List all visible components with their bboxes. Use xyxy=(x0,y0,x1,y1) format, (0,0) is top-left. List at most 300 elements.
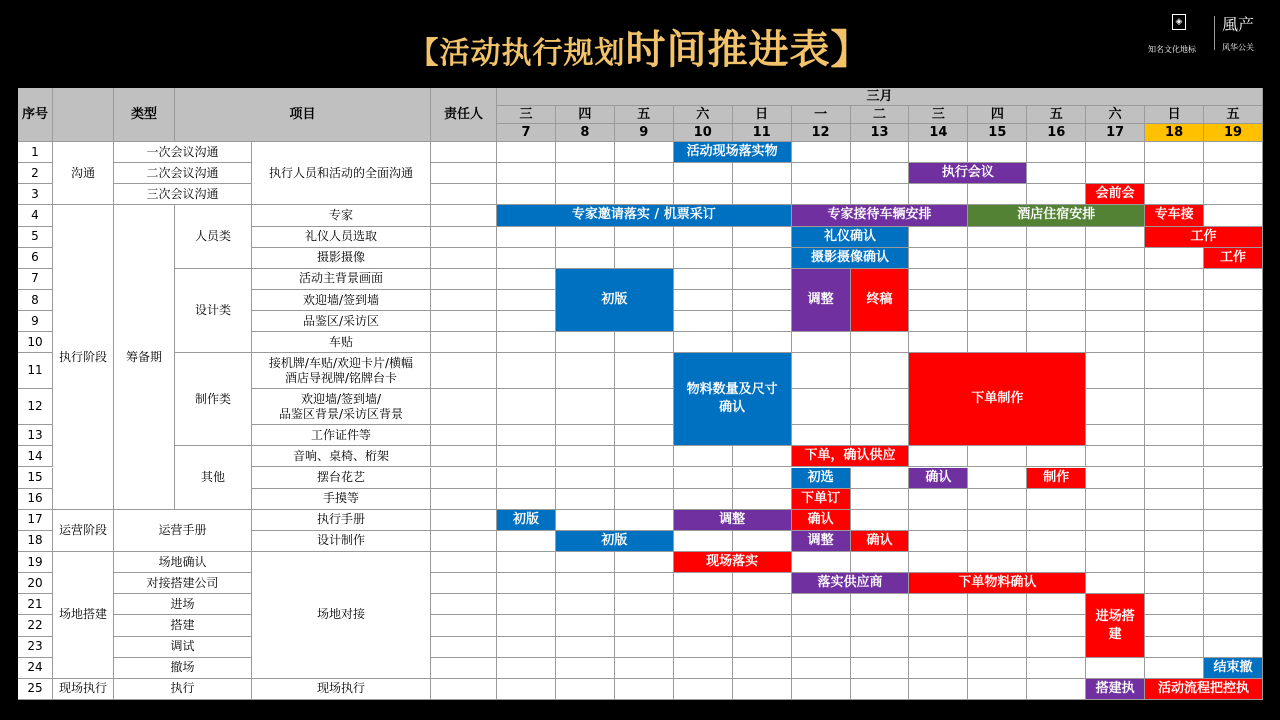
day-cell xyxy=(733,468,792,489)
day-cell xyxy=(674,290,733,311)
day-cell xyxy=(1086,332,1145,353)
owner-cell xyxy=(431,290,497,311)
row-number: 4 xyxy=(18,205,53,226)
page-title xyxy=(0,27,1280,74)
type-cell: 三次会议沟通 xyxy=(114,184,252,205)
header-type: 类型 xyxy=(114,88,175,142)
day-cell xyxy=(1027,227,1086,248)
task-bar: 终稿 xyxy=(851,269,910,332)
day-cell xyxy=(792,552,851,573)
owner-cell xyxy=(431,594,497,615)
day-cell xyxy=(1086,446,1145,467)
row-number: 17 xyxy=(18,510,53,531)
day-cell xyxy=(792,637,851,658)
day-cell xyxy=(1145,269,1204,290)
day-cell xyxy=(733,531,792,552)
task-bar: 初版 xyxy=(497,510,556,531)
item-cell: 摆台花艺 xyxy=(252,468,431,489)
day-cell xyxy=(497,142,556,163)
header-month: 三月 xyxy=(497,88,1263,106)
day-cell xyxy=(556,658,615,679)
day-cell xyxy=(674,163,733,184)
row-number: 21 xyxy=(18,594,53,615)
day-cell xyxy=(1204,142,1263,163)
day-cell xyxy=(1204,615,1263,636)
day-cell xyxy=(851,637,910,658)
day-cell xyxy=(1145,468,1204,489)
header-date: 13 xyxy=(851,124,910,142)
day-cell xyxy=(968,290,1027,311)
day-cell xyxy=(615,658,674,679)
day-cell xyxy=(556,468,615,489)
task-bar: 搭建执 xyxy=(1086,679,1145,700)
day-cell xyxy=(556,163,615,184)
day-cell xyxy=(733,248,792,269)
day-cell xyxy=(968,311,1027,332)
day-cell xyxy=(1027,163,1086,184)
row-number: 5 xyxy=(18,227,53,248)
day-cell xyxy=(1204,637,1263,658)
owner-cell xyxy=(431,679,497,700)
day-cell xyxy=(615,489,674,510)
type-cell: 运营手册 xyxy=(114,510,252,552)
header-weekday: 日 xyxy=(733,106,792,124)
item-cell: 车贴 xyxy=(252,332,431,353)
day-cell xyxy=(909,594,968,615)
day-cell xyxy=(1086,142,1145,163)
subtype-cell: 其他 xyxy=(175,446,252,509)
schedule-table xyxy=(18,88,1263,700)
row-number: 9 xyxy=(18,311,53,332)
day-cell xyxy=(1086,573,1145,594)
day-cell xyxy=(1204,389,1263,425)
day-cell xyxy=(909,615,968,636)
day-cell xyxy=(1086,552,1145,573)
row-number: 6 xyxy=(18,248,53,269)
day-cell xyxy=(615,446,674,467)
day-cell xyxy=(1145,510,1204,531)
day-cell xyxy=(1145,142,1204,163)
logo-emblem-icon: ◈ xyxy=(1172,14,1186,30)
type-cell: 二次会议沟通 xyxy=(114,163,252,184)
day-cell xyxy=(909,311,968,332)
day-cell xyxy=(1086,269,1145,290)
day-cell xyxy=(851,594,910,615)
day-cell xyxy=(556,248,615,269)
day-cell xyxy=(792,658,851,679)
task-bar: 执行会议 xyxy=(909,163,1027,184)
row-number: 10 xyxy=(18,332,53,353)
header-weekday: 三 xyxy=(909,106,968,124)
day-cell xyxy=(1086,425,1145,446)
owner-cell xyxy=(431,615,497,636)
day-cell xyxy=(497,658,556,679)
day-cell xyxy=(1145,658,1204,679)
day-cell xyxy=(851,425,910,446)
day-cell xyxy=(1086,658,1145,679)
owner-cell xyxy=(431,163,497,184)
day-cell xyxy=(497,552,556,573)
day-cell xyxy=(792,184,851,205)
day-cell xyxy=(1204,184,1263,205)
task-bar: 下单，确认供应 xyxy=(792,446,910,467)
day-cell xyxy=(1027,679,1086,700)
row-number: 22 xyxy=(18,615,53,636)
logo-mark: 風产 xyxy=(1222,15,1255,34)
day-cell xyxy=(497,353,556,389)
day-cell xyxy=(1204,510,1263,531)
owner-cell xyxy=(431,552,497,573)
day-cell xyxy=(556,425,615,446)
task-bar: 制作 xyxy=(1027,468,1086,489)
day-cell xyxy=(1204,353,1263,389)
owner-cell xyxy=(431,205,497,226)
day-cell xyxy=(1086,531,1145,552)
title-main: 时间推进表】 xyxy=(625,27,872,73)
day-cell xyxy=(615,552,674,573)
day-cell xyxy=(1145,353,1204,389)
phase-cell: 场地搭建 xyxy=(53,552,114,679)
task-bar: 专家邀请落实 / 机票采订 xyxy=(497,205,792,226)
task-bar: 酒店住宿安排 xyxy=(968,205,1145,226)
day-cell xyxy=(851,658,910,679)
day-cell xyxy=(733,269,792,290)
item-cell: 欢迎墙/签到墙/ 品鉴区背景/采访区背景 xyxy=(252,389,431,425)
header-date: 16 xyxy=(1027,124,1086,142)
owner-cell xyxy=(431,332,497,353)
day-cell xyxy=(733,658,792,679)
day-cell xyxy=(1145,615,1204,636)
header-weekday: 六 xyxy=(674,106,733,124)
row-number: 8 xyxy=(18,290,53,311)
day-cell xyxy=(909,637,968,658)
day-cell xyxy=(615,510,674,531)
day-cell xyxy=(733,615,792,636)
day-cell xyxy=(1204,594,1263,615)
day-cell xyxy=(851,184,910,205)
day-cell xyxy=(556,637,615,658)
day-cell xyxy=(1027,637,1086,658)
day-cell xyxy=(615,163,674,184)
day-cell xyxy=(968,489,1027,510)
header-date: 10 xyxy=(674,124,733,142)
day-cell xyxy=(674,531,733,552)
day-cell xyxy=(909,332,968,353)
day-cell xyxy=(1027,446,1086,467)
day-cell xyxy=(1145,290,1204,311)
owner-cell xyxy=(431,248,497,269)
header-seq: 序号 xyxy=(18,88,53,142)
day-cell xyxy=(968,184,1027,205)
day-cell xyxy=(733,679,792,700)
task-bar: 初版 xyxy=(556,531,674,552)
header-date: 15 xyxy=(968,124,1027,142)
day-cell xyxy=(674,594,733,615)
day-cell xyxy=(497,290,556,311)
day-cell xyxy=(556,446,615,467)
task-bar: 确认 xyxy=(851,531,910,552)
day-cell xyxy=(1027,615,1086,636)
day-cell xyxy=(1204,290,1263,311)
day-cell xyxy=(1204,552,1263,573)
task-bar: 活动流程把控执 xyxy=(1145,679,1263,700)
day-cell xyxy=(497,679,556,700)
day-cell xyxy=(556,353,615,389)
day-cell xyxy=(909,184,968,205)
day-cell xyxy=(556,489,615,510)
row-number: 25 xyxy=(18,679,53,700)
day-cell xyxy=(909,446,968,467)
owner-cell xyxy=(431,311,497,332)
header-date: 18 xyxy=(1145,124,1204,142)
task-bar: 专家接待车辆安排 xyxy=(792,205,969,226)
day-cell xyxy=(1145,446,1204,467)
day-cell xyxy=(1204,446,1263,467)
type-cell: 对接搭建公司 xyxy=(114,573,252,594)
day-cell xyxy=(909,510,968,531)
day-cell xyxy=(556,615,615,636)
day-cell xyxy=(1204,332,1263,353)
day-cell xyxy=(1027,248,1086,269)
row-number: 12 xyxy=(18,389,53,425)
day-cell xyxy=(1027,332,1086,353)
header-weekday: 四 xyxy=(556,106,615,124)
type-cell: 撤场 xyxy=(114,658,252,679)
day-cell xyxy=(615,332,674,353)
item-cell: 场地对接 xyxy=(252,552,431,679)
row-number: 15 xyxy=(18,468,53,489)
day-cell xyxy=(1204,425,1263,446)
day-cell xyxy=(674,227,733,248)
day-cell xyxy=(497,446,556,467)
day-cell xyxy=(1145,637,1204,658)
day-cell xyxy=(556,227,615,248)
subtype-cell: 人员类 xyxy=(175,205,252,268)
owner-cell xyxy=(431,510,497,531)
day-cell xyxy=(674,332,733,353)
item-cell: 音响、桌椅、桁架 xyxy=(252,446,431,467)
day-cell xyxy=(968,446,1027,467)
day-cell xyxy=(851,163,910,184)
row-number: 14 xyxy=(18,446,53,467)
day-cell xyxy=(792,353,851,389)
task-bar: 结束撤 xyxy=(1204,658,1263,679)
day-cell xyxy=(556,142,615,163)
header-owner: 责任人 xyxy=(431,88,497,142)
day-cell xyxy=(1145,531,1204,552)
brand-logo xyxy=(1148,14,1268,54)
day-cell xyxy=(615,594,674,615)
owner-cell xyxy=(431,184,497,205)
item-cell: 活动主背景画面 xyxy=(252,269,431,290)
item-cell: 接机牌/车贴/欢迎卡片/横幅 酒店导视牌/铭牌台卡 xyxy=(252,353,431,389)
day-cell xyxy=(733,290,792,311)
day-cell xyxy=(968,468,1027,489)
day-cell xyxy=(1204,163,1263,184)
header-weekday: 五 xyxy=(1027,106,1086,124)
day-cell xyxy=(733,637,792,658)
task-bar: 调整 xyxy=(674,510,792,531)
day-cell xyxy=(909,290,968,311)
day-cell xyxy=(497,615,556,636)
task-bar: 会前会 xyxy=(1086,184,1145,205)
item-cell: 执行人员和活动的全面沟通 xyxy=(252,142,431,205)
logo-divider xyxy=(1214,16,1215,50)
type-cell: 执行 xyxy=(114,679,252,700)
day-cell xyxy=(1086,468,1145,489)
day-cell xyxy=(497,311,556,332)
day-cell xyxy=(556,552,615,573)
day-cell xyxy=(909,531,968,552)
row-number: 2 xyxy=(18,163,53,184)
day-cell xyxy=(556,573,615,594)
row-number: 24 xyxy=(18,658,53,679)
task-bar: 现场落实 xyxy=(674,552,792,573)
day-cell xyxy=(1145,573,1204,594)
day-cell xyxy=(968,269,1027,290)
day-cell xyxy=(968,637,1027,658)
header-weekday: 日 xyxy=(1145,106,1204,124)
item-cell: 欢迎墙/签到墙 xyxy=(252,290,431,311)
day-cell xyxy=(1086,389,1145,425)
day-cell xyxy=(674,446,733,467)
owner-cell xyxy=(431,142,497,163)
day-cell xyxy=(1086,248,1145,269)
phase-cell: 执行阶段 xyxy=(53,205,114,509)
day-cell xyxy=(1027,184,1086,205)
item-cell: 设计制作 xyxy=(252,531,431,552)
task-bar: 工作 xyxy=(1145,227,1263,248)
day-cell xyxy=(851,142,910,163)
day-cell xyxy=(851,679,910,700)
day-cell xyxy=(792,594,851,615)
day-cell xyxy=(615,425,674,446)
day-cell xyxy=(792,163,851,184)
day-cell xyxy=(674,184,733,205)
day-cell xyxy=(968,332,1027,353)
task-bar: 初版 xyxy=(556,269,674,332)
day-cell xyxy=(1027,510,1086,531)
day-cell xyxy=(851,615,910,636)
row-number: 11 xyxy=(18,353,53,389)
day-cell xyxy=(733,594,792,615)
day-cell xyxy=(556,332,615,353)
day-cell xyxy=(1204,489,1263,510)
task-bar: 下单制作 xyxy=(909,353,1086,446)
day-cell xyxy=(1145,311,1204,332)
day-cell xyxy=(1027,594,1086,615)
type-cell: 调试 xyxy=(114,637,252,658)
day-cell xyxy=(1027,531,1086,552)
task-bar: 确认 xyxy=(909,468,968,489)
day-cell xyxy=(674,311,733,332)
type-cell: 进场 xyxy=(114,594,252,615)
header-date: 7 xyxy=(497,124,556,142)
day-cell xyxy=(851,552,910,573)
owner-cell xyxy=(431,227,497,248)
task-bar: 活动现场落实物 xyxy=(674,142,792,163)
day-cell xyxy=(851,510,910,531)
day-cell xyxy=(1145,163,1204,184)
day-cell xyxy=(674,489,733,510)
day-cell xyxy=(497,163,556,184)
day-cell xyxy=(1145,425,1204,446)
item-cell: 摄影摄像 xyxy=(252,248,431,269)
item-cell: 工作证件等 xyxy=(252,425,431,446)
row-number: 3 xyxy=(18,184,53,205)
row-number: 20 xyxy=(18,573,53,594)
task-bar: 摄影摄像确认 xyxy=(792,248,910,269)
type-cell: 一次会议沟通 xyxy=(114,142,252,163)
item-cell: 品鉴区/采访区 xyxy=(252,311,431,332)
day-cell xyxy=(968,679,1027,700)
day-cell xyxy=(1027,552,1086,573)
day-cell xyxy=(733,446,792,467)
day-cell xyxy=(909,679,968,700)
header-weekday: 五 xyxy=(615,106,674,124)
day-cell xyxy=(1027,658,1086,679)
task-bar: 专车接 xyxy=(1145,205,1204,226)
day-cell xyxy=(1027,311,1086,332)
day-cell xyxy=(968,510,1027,531)
day-cell xyxy=(615,227,674,248)
day-cell xyxy=(968,531,1027,552)
header-item: 项目 xyxy=(175,88,431,142)
day-cell xyxy=(1204,573,1263,594)
subtype-cell: 设计类 xyxy=(175,269,252,354)
item-cell: 礼仪人员选取 xyxy=(252,227,431,248)
day-cell xyxy=(733,332,792,353)
day-cell xyxy=(615,184,674,205)
day-cell xyxy=(1086,290,1145,311)
owner-cell xyxy=(431,489,497,510)
header-date: 19 xyxy=(1204,124,1263,142)
day-cell xyxy=(556,679,615,700)
day-cell xyxy=(968,552,1027,573)
day-cell xyxy=(1086,489,1145,510)
owner-cell xyxy=(431,658,497,679)
phase-cell: 运营阶段 xyxy=(53,510,114,552)
header-date: 11 xyxy=(733,124,792,142)
day-cell xyxy=(851,353,910,389)
day-cell xyxy=(733,227,792,248)
header-date: 17 xyxy=(1086,124,1145,142)
day-cell xyxy=(497,489,556,510)
day-cell xyxy=(1027,290,1086,311)
type-cell: 筹备期 xyxy=(114,205,175,509)
task-bar: 进场搭 建 xyxy=(1086,594,1145,657)
day-cell xyxy=(1145,489,1204,510)
row-number: 1 xyxy=(18,142,53,163)
day-cell xyxy=(674,248,733,269)
day-cell xyxy=(733,163,792,184)
day-cell xyxy=(1145,332,1204,353)
day-cell xyxy=(968,658,1027,679)
day-cell xyxy=(1086,510,1145,531)
day-cell xyxy=(1027,142,1086,163)
day-cell xyxy=(497,389,556,425)
day-cell xyxy=(1204,269,1263,290)
day-cell xyxy=(968,142,1027,163)
day-cell xyxy=(792,389,851,425)
day-cell xyxy=(968,248,1027,269)
logo-sub-right: 风华公关 xyxy=(1222,43,1254,52)
day-cell xyxy=(497,269,556,290)
type-cell: 搭建 xyxy=(114,615,252,636)
header-weekday: 五 xyxy=(1204,106,1263,124)
day-cell xyxy=(851,489,910,510)
task-bar: 确认 xyxy=(792,510,851,531)
